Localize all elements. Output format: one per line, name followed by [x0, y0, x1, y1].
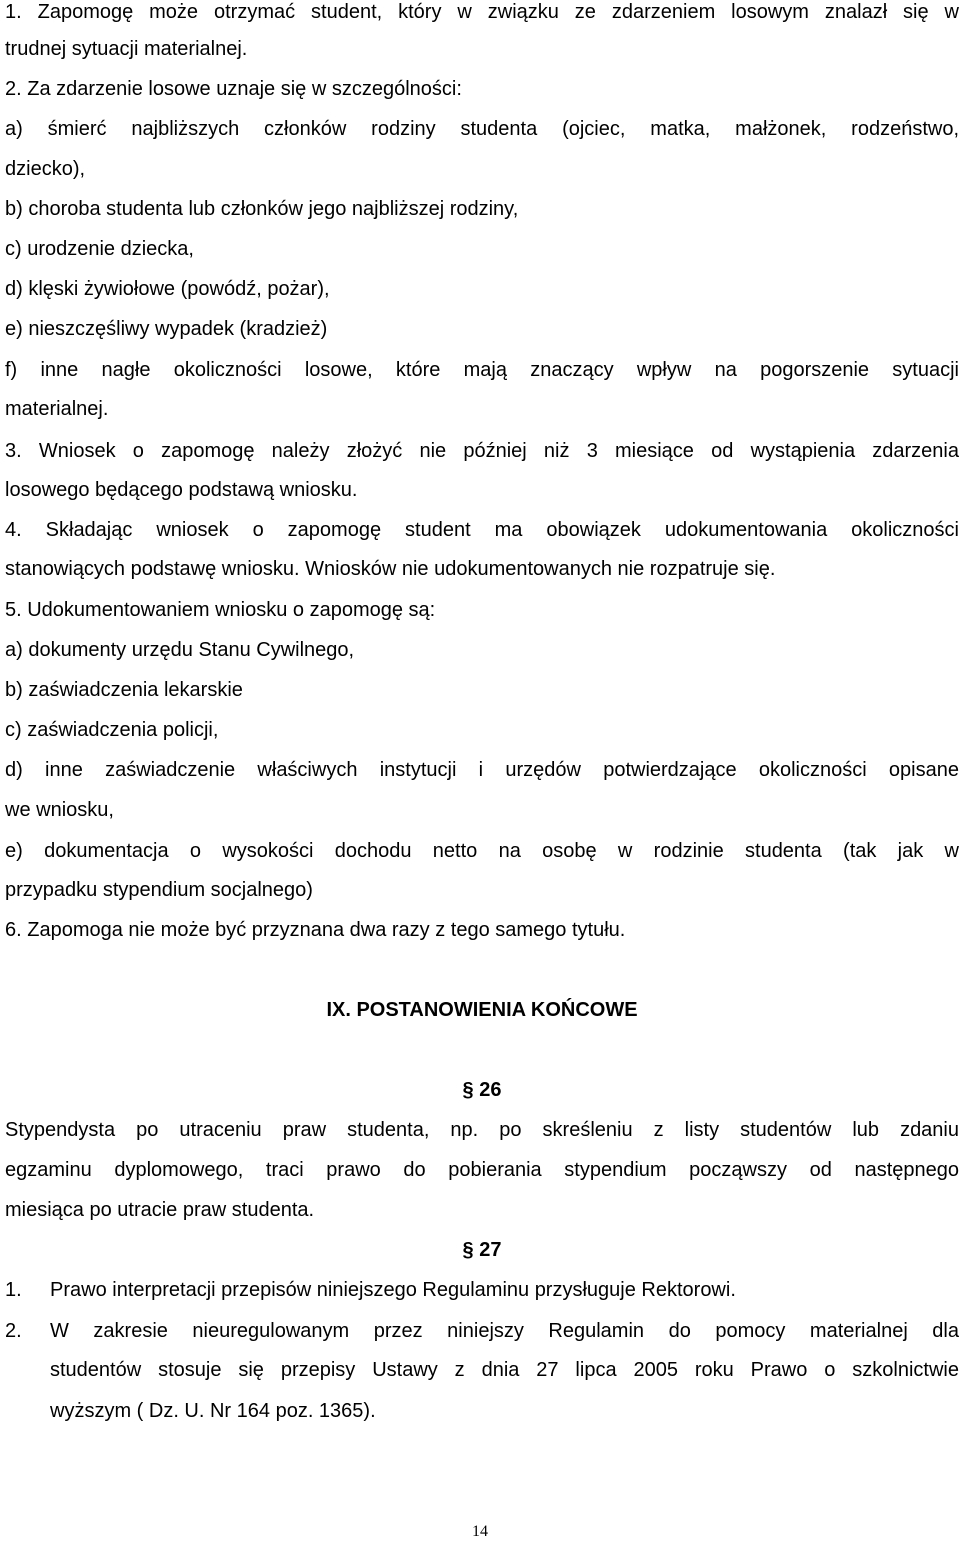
- text-line: c) urodzenie dziecka,: [5, 238, 194, 260]
- text-line: 4. Składając wniosek o zapomogę student ma obowiązek udokumentowania okoliczności: [5, 519, 959, 541]
- text-line: 6. Zapomoga nie może być przyznana dwa razy z tego samego tytułu.: [5, 919, 626, 941]
- paragraph-heading: § 27: [462, 1239, 502, 1261]
- section-heading: IX. POSTANOWIENIA KOŃCOWE: [326, 999, 638, 1021]
- paragraph-heading: § 26: [462, 1079, 502, 1101]
- list-item-number: 1.: [5, 1279, 22, 1301]
- text-line: trudnej sytuacji materialnej.: [5, 38, 248, 60]
- text-line: we wniosku,: [5, 799, 114, 821]
- text-line: Stypendysta po utraceniu praw studenta, np. po skreśleniu z listy studentów lub zdaniu: [5, 1119, 959, 1141]
- text-line: materialnej.: [5, 398, 109, 420]
- text-line: e) dokumentacja o wysokości dochodu netto na osobę w rodzinie studenta (tak jak w: [5, 840, 959, 862]
- text-line: 5. Udokumentowaniem wniosku o zapomogę są:: [5, 599, 436, 621]
- text-line: 1. Zapomogę może otrzymać student, który w związku ze zdarzeniem losowym znalazł się w: [5, 1, 959, 23]
- list-item-text: Prawo interpretacji przepisów niniejszego Regulaminu przysługuje Rektorowi.: [50, 1279, 736, 1301]
- list-item-text: studentów stosuje się przepisy Ustawy z dnia 27 lipca 2005 roku Prawo o szkolnictwie: [50, 1359, 959, 1381]
- list-item-number: 2.: [5, 1320, 22, 1342]
- text-line: e) nieszczęśliwy wypadek (kradzież): [5, 318, 328, 340]
- text-line: f) inne nagłe okoliczności losowe, które mają znaczący wpływ na pogorszenie sytuacji: [5, 359, 959, 381]
- text-line: d) klęski żywiołowe (powódź, pożar),: [5, 278, 330, 300]
- text-line: b) zaświadczenia lekarskie: [5, 679, 243, 701]
- text-line: stanowiących podstawę wniosku. Wniosków nie udokumentowanych nie rozpatruje się.: [5, 558, 776, 580]
- text-line: b) choroba studenta lub członków jego najbliższej rodziny,: [5, 198, 519, 220]
- text-line: egzaminu dyplomowego, traci prawo do pobierania stypendium począwszy od następnego: [5, 1159, 959, 1181]
- text-line: 3. Wniosek o zapomogę należy złożyć nie później niż 3 miesiące od wystąpienia zdarzenia: [5, 440, 959, 462]
- text-line: a) dokumenty urzędu Stanu Cywilnego,: [5, 639, 355, 661]
- text-line: d) inne zaświadczenie właściwych instytucji i urzędów potwierdzające okoliczności opisane: [5, 759, 959, 781]
- text-line: dziecko),: [5, 158, 86, 180]
- text-line: a) śmierć najbliższych członków rodziny studenta (ojciec, matka, małżonek, rodzeństwo,: [5, 118, 959, 140]
- list-item-text: wyższym ( Dz. U. Nr 164 poz. 1365).: [50, 1400, 376, 1422]
- text-line: miesiąca po utracie praw studenta.: [5, 1199, 315, 1221]
- text-line: losowego będącego podstawą wniosku.: [5, 479, 358, 501]
- page-number: 14: [472, 1523, 488, 1540]
- text-line: przypadku stypendium socjalnego): [5, 879, 313, 901]
- text-line: c) zaświadczenia policji,: [5, 719, 219, 741]
- text-line: 2. Za zdarzenie losowe uznaje się w szczególności:: [5, 78, 462, 100]
- list-item-text: W zakresie nieuregulowanym przez niniejszy Regulamin do pomocy materialnej dla: [50, 1320, 959, 1342]
